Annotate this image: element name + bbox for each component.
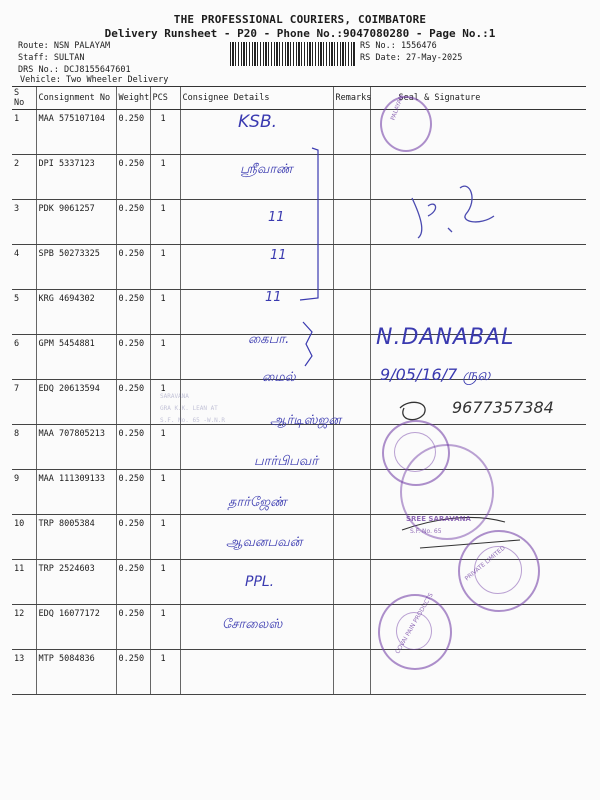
seal-stamp-3 (400, 444, 494, 540)
cell-sno: 2 (12, 155, 36, 200)
handwriting-row-7: மைல் (262, 370, 296, 385)
cell-weight: 0.250 (116, 425, 150, 470)
cell-consignment-no: MTP 5084836 (36, 650, 116, 695)
cell-pcs: 1 (150, 155, 180, 200)
cell-consignment-no: SPB 50273325 (36, 245, 116, 290)
cell-weight: 0.250 (116, 245, 150, 290)
handwriting-row-13: சோலைஸ் (222, 617, 283, 632)
seal-stamp-3-line2: S.F. No. 65 (410, 528, 442, 535)
cell-weight: 0.250 (116, 515, 150, 560)
handwriting-row-8: ஆர்டிஸ்ஜன (270, 413, 341, 428)
cell-weight: 0.250 (116, 470, 150, 515)
cell-weight: 0.250 (116, 155, 150, 200)
cell-pcs: 1 (150, 515, 180, 560)
cell-consignment-no: MAA 575107104 (36, 110, 116, 155)
cell-consignment-no: GPM 5454881 (36, 335, 116, 380)
col-weight: Weight (116, 87, 150, 110)
col-consignee: Consignee Details (180, 87, 333, 110)
cell-pcs: 1 (150, 200, 180, 245)
ghost-text-1: SARAVANA (160, 393, 189, 400)
signature-name: N.DANABAL (376, 325, 515, 350)
cell-consignment-no: KRG 4694302 (36, 290, 116, 335)
cell-pcs: 1 (150, 335, 180, 380)
seal-stamp-4-text: PRIVATE LIMITED (463, 544, 507, 583)
cell-sno: 13 (12, 650, 36, 695)
handwriting-row-10: தார்ஜேண் (228, 495, 287, 510)
col-sno: S No (12, 87, 36, 110)
col-consignment: Consignment No (36, 87, 116, 110)
col-pcs: PCS (150, 87, 180, 110)
cell-pcs: 1 (150, 110, 180, 155)
cell-pcs: 1 (150, 605, 180, 650)
cell-pcs: 1 (150, 470, 180, 515)
seal-stamp-1 (380, 93, 432, 152)
cell-sno: 12 (12, 605, 36, 650)
cell-consignment-no: DPI 5337123 (36, 155, 116, 200)
cell-sno: 10 (12, 515, 36, 560)
drs-label: DRS No.: DCJ8155647601 (18, 65, 131, 75)
rs-date: RS Date: 27-May-2025 (360, 53, 463, 63)
cell-sno: 1 (12, 110, 36, 155)
cell-weight: 0.250 (116, 650, 150, 695)
cell-sno: 8 (12, 425, 36, 470)
staff-label: Staff: SULTAN (18, 53, 85, 63)
cell-pcs: 1 (150, 560, 180, 605)
handwriting-row-9: பார்பிபவர் (254, 454, 319, 469)
cell-weight: 0.250 (116, 335, 150, 380)
route-label: Route: NSN PALAYAM (18, 41, 111, 51)
handwriting-row-6: கைபா. (248, 332, 290, 347)
handwriting-row-2: ஸ்ரீவாண் (240, 162, 293, 177)
signature-date: 9/05/16/7 ருல (380, 365, 491, 384)
cell-consignment-no: TRP 8005384 (36, 515, 116, 560)
cell-weight: 0.250 (116, 380, 150, 425)
cell-weight: 0.250 (116, 605, 150, 650)
cell-pcs: 1 (150, 380, 180, 425)
seal-stamp-3-line1: SREE SARAVANA (406, 515, 471, 523)
ghost-text-2: GRA K.K. LEAN AT (160, 405, 218, 412)
handwriting-row-4: 11 (268, 210, 285, 225)
cell-weight: 0.250 (116, 560, 150, 605)
cell-weight: 0.250 (116, 110, 150, 155)
signature-phone: 9677357384 (452, 398, 554, 417)
handwriting-row-12: PPL. (245, 574, 275, 590)
vehicle-label: Vehicle: Two Wheeler Delivery (20, 75, 169, 85)
cell-consignment-no: MAA 111309133 (36, 470, 116, 515)
runsheet-subtitle: Delivery Runsheet - P20 - Phone No.:9047080280 - Page No.:1 (104, 27, 496, 40)
seal-stamp-5-text: COVAI PAIN PRODUCTS (394, 591, 435, 656)
cell-sno: 5 (12, 290, 36, 335)
handwriting-row-5b: 11 (265, 290, 282, 305)
handwriting-row-11: ஆவனபவன் (226, 535, 303, 550)
handwriting-row-5: 11 (270, 248, 287, 263)
cell-pcs: 1 (150, 290, 180, 335)
cell-pcs: 1 (150, 245, 180, 290)
col-seal-signature: Seal & Signature (370, 87, 586, 110)
ghost-text-3: S.F. No. 65 -W.N.R (160, 417, 226, 424)
seal-stamp-1-text: PALAYAM (389, 93, 406, 122)
cell-pcs: 1 (150, 650, 180, 695)
cell-consignment-no: PDK 9061257 (36, 200, 116, 245)
cell-consignment-no: EDQ 16077172 (36, 605, 116, 650)
cell-consignment-no: EDQ 20613594 (36, 380, 116, 425)
runsheet-title: THE PROFESSIONAL COURIERS, COIMBATORE (173, 13, 427, 26)
cell-sno: 11 (12, 560, 36, 605)
col-remarks: Remarks (333, 87, 370, 110)
cell-weight: 0.250 (116, 200, 150, 245)
rs-number: RS No.: 1556476 (360, 41, 437, 51)
cell-consignment-no: MAA 707805213 (36, 425, 116, 470)
cell-sno: 3 (12, 200, 36, 245)
cell-pcs: 1 (150, 425, 180, 470)
cell-sno: 6 (12, 335, 36, 380)
cell-weight: 0.250 (116, 290, 150, 335)
cell-consignment-no: TRP 2524603 (36, 560, 116, 605)
cell-sno: 4 (12, 245, 36, 290)
cell-sno: 9 (12, 470, 36, 515)
cell-sno: 7 (12, 380, 36, 425)
handwriting-row-1: KSB. (238, 112, 278, 132)
